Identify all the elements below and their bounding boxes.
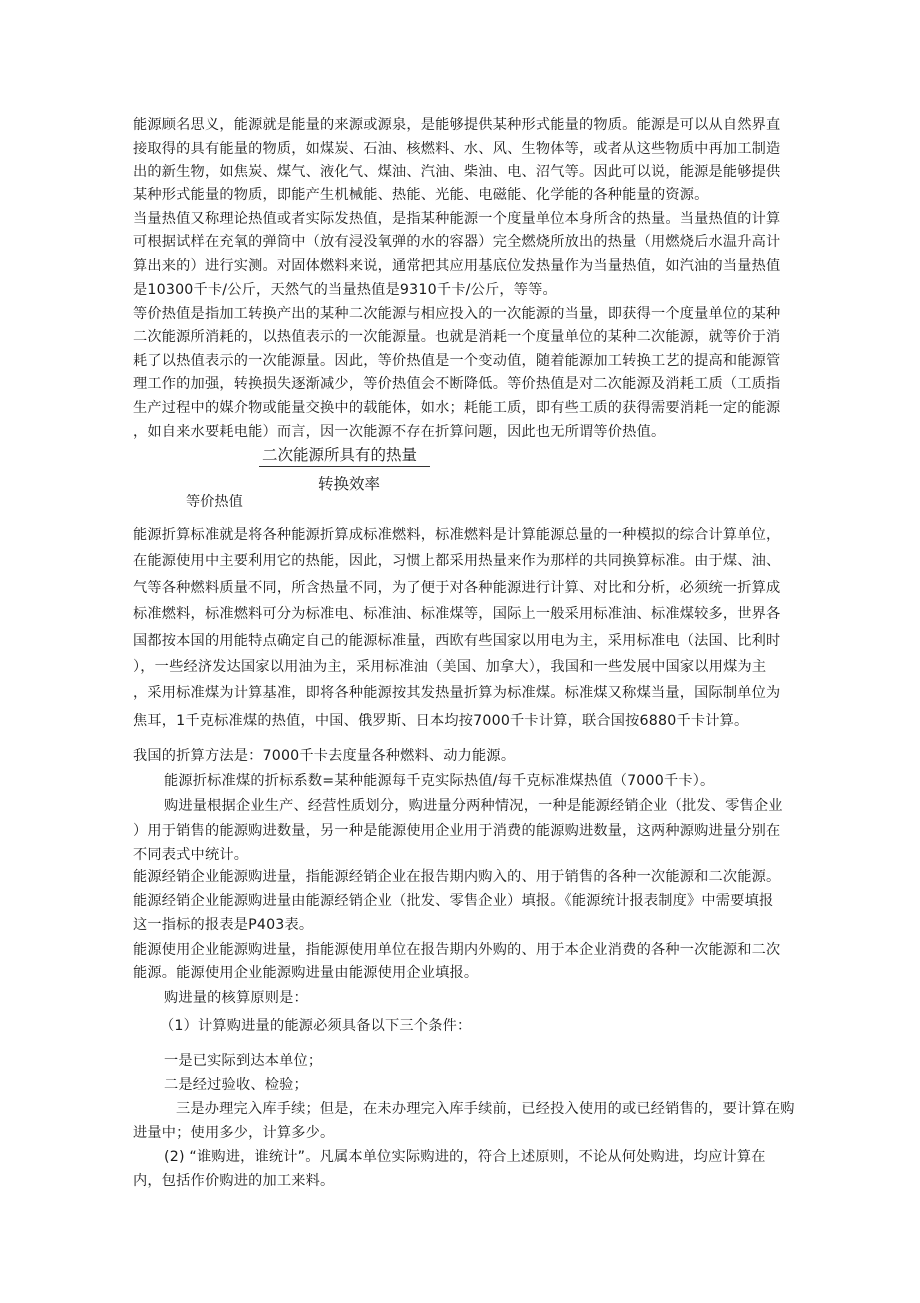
- paragraph-line: 不同表式中统计。: [133, 847, 249, 863]
- paragraph-line: 可根据试样在充氧的弹筒中（放有浸没氧弹的水的容器）完全燃烧所放出的热量（用燃烧后水温升高计: [133, 234, 781, 250]
- paragraph-line: 标准燃料，标准燃料可分为标准电、标准油、标准煤等，国际上一般采用标准油、标准煤较多，世界各: [133, 606, 781, 622]
- paragraph-line: (2) “谁购进，谁统计”。凡属本单位实际购进的，符合上述原则，不论从何处购进，均应计算在: [164, 1149, 766, 1165]
- paragraph-line: 生产过程中的媒介物或能量交换中的载能体，如水；耗能工质，即有些工质的获得需要消耗一定的能源: [133, 400, 781, 416]
- fraction-label: 等价热值: [186, 494, 243, 510]
- paragraph-line: 能源折标准煤的折标系数=某种能源每千克实际热值/每千克标准煤热值（7000千卡）。: [164, 773, 715, 789]
- paragraph-line: 理工作的加强，转换损失逐渐减少，等价热值会不断降低。等价热值是对二次能源及消耗工质（工质指: [133, 376, 781, 392]
- paragraph-line: ），一些经济发达国家以用油为主，采用标准油（美国、加拿大），我国和一些发展中国家以用煤为主: [133, 659, 767, 675]
- fraction-numerator: 二次能源所具有的热量: [262, 446, 418, 464]
- paragraph-line: 能源折算标准就是将各种能源折算成标准燃料，标准燃料是计算能源总量的一种模拟的综合计算单位，: [133, 527, 781, 543]
- paragraph-line: 三是办理完入库手续；但是，在未办理完入库手续前，已经投入使用的或已经销售的，要计算在购: [176, 1101, 795, 1117]
- paragraph-line: 一是已实际到达本单位；: [164, 1053, 323, 1069]
- paragraph-line: ，如自来水要耗电能）而言，因一次能源不存在折算问题，因此也无所谓等价热值。: [133, 424, 666, 440]
- paragraph-line: 焦耳，1千克标准煤的热值，中国、俄罗斯、日本均按7000千卡计算，联合国按6880千卡计算。: [133, 713, 749, 729]
- paragraph-line: 内，包括作价购进的加工来料。: [133, 1173, 335, 1189]
- paragraph-line: 二次能源所消耗的，以热值表示的一次能源量。也就是消耗一个度量单位的某种二次能源，就等价于消: [133, 329, 781, 345]
- paragraph-line: 进量中；使用多少，计算多少。: [133, 1125, 335, 1141]
- paragraph-line: 在能源使用中主要利用它的热能，因此，习惯上都采用热量来作为那样的共同换算标准。由于煤、油、: [133, 553, 781, 569]
- paragraph-line: 算出来的）进行实测。对固体燃料来说，通常把其应用基底位发热量作为当量热值，如汽油的当量热值: [133, 258, 781, 274]
- fraction-bar: [259, 466, 430, 467]
- paragraph-line: 二是经过验收、检验；: [164, 1077, 308, 1093]
- paragraph-line: ）用于销售的能源购进数量，另一种是能源使用企业用于消费的能源购进数量，这两种源购进量分别在: [133, 823, 781, 839]
- paragraph-line: 某种形式能量的物质，即能产生机械能、热能、光能、电磁能、化学能的各种能量的资源。: [133, 187, 709, 203]
- paragraph-line: 是10300千卡/公斤，天然气的当量热值是9310千卡/公斤，等等。: [133, 282, 557, 298]
- paragraph-line: 这一指标的报表是P403表。: [133, 917, 314, 933]
- paragraph-line: 我国的折算方法是：7000千卡去度量各种燃料、动力能源。: [133, 748, 516, 764]
- paragraph-line: 购进量的核算原则是：: [164, 990, 308, 1006]
- paragraph-line: 当量热值又称理论热值或者实际发热值，是指某种能源一个度量单位本身所含的热量。当量热值的计算: [133, 211, 781, 227]
- paragraph-line: 购进量根据企业生产、经营性质划分，购进量分两种情况，一种是能源经销企业（批发、零售企业: [164, 798, 783, 814]
- paragraph-line: 接取得的具有能量的物质，如煤炭、石油、核燃料、水、风、生物体等，或者从这些物质中再加工制造: [133, 141, 781, 157]
- paragraph-line: 出的新生物，如焦炭、煤气、液化气、煤油、汽油、柴油、电、沼气等。因此可以说，能源是能够提供: [133, 164, 781, 180]
- fraction-denominator: 转换效率: [318, 475, 381, 493]
- paragraph-line: 气等各种燃料质量不同，所含热量不同，为了便于对各种能源进行计算、对比和分析，必须统一折算成: [133, 580, 781, 596]
- paragraph-line: ，采用标准煤为计算基准，即将各种能源按其发热量折算为标准煤。标准煤又称煤当量，国际制单位为: [133, 685, 781, 701]
- paragraph-line: 能源使用企业能源购进量，指能源使用单位在报告期内外购的、用于本企业消费的各种一次能源和二次: [133, 942, 781, 958]
- paragraph-line: 国都按本国的用能特点确定自己的能源标准量，西欧有些国家以用电为主，采用标准电（法国、比利时: [133, 633, 781, 649]
- paragraph-line: 能源顾名思义，能源就是能量的来源或源泉，是能够提供某种形式能量的物质。能源是可以从自然界直: [133, 117, 781, 133]
- paragraph-line: （1）计算购进量的能源必须具备以下三个条件：: [160, 1018, 472, 1034]
- paragraph-line: 耗了以热值表示的一次能源量。因此，等价热值是一个变动值，随着能源加工转换工艺的提高和能源管: [133, 353, 781, 369]
- paragraph-line: 能源经销企业能源购进量由能源经销企业（批发、零售企业）填报。《能源统计报表制度》中需要填报: [133, 893, 774, 909]
- paragraph-line: 能源经销企业能源购进量，指能源经销企业在报告期内购入的、用于销售的各种一次能源和二次能源。: [133, 869, 781, 885]
- paragraph-line: 等价热值是指加工转换产出的某种二次能源与相应投入的一次能源的当量，即获得一个度量单位的某种: [133, 306, 781, 322]
- paragraph-line: 能源。能源使用企业能源购进量由能源使用企业填报。: [133, 965, 479, 981]
